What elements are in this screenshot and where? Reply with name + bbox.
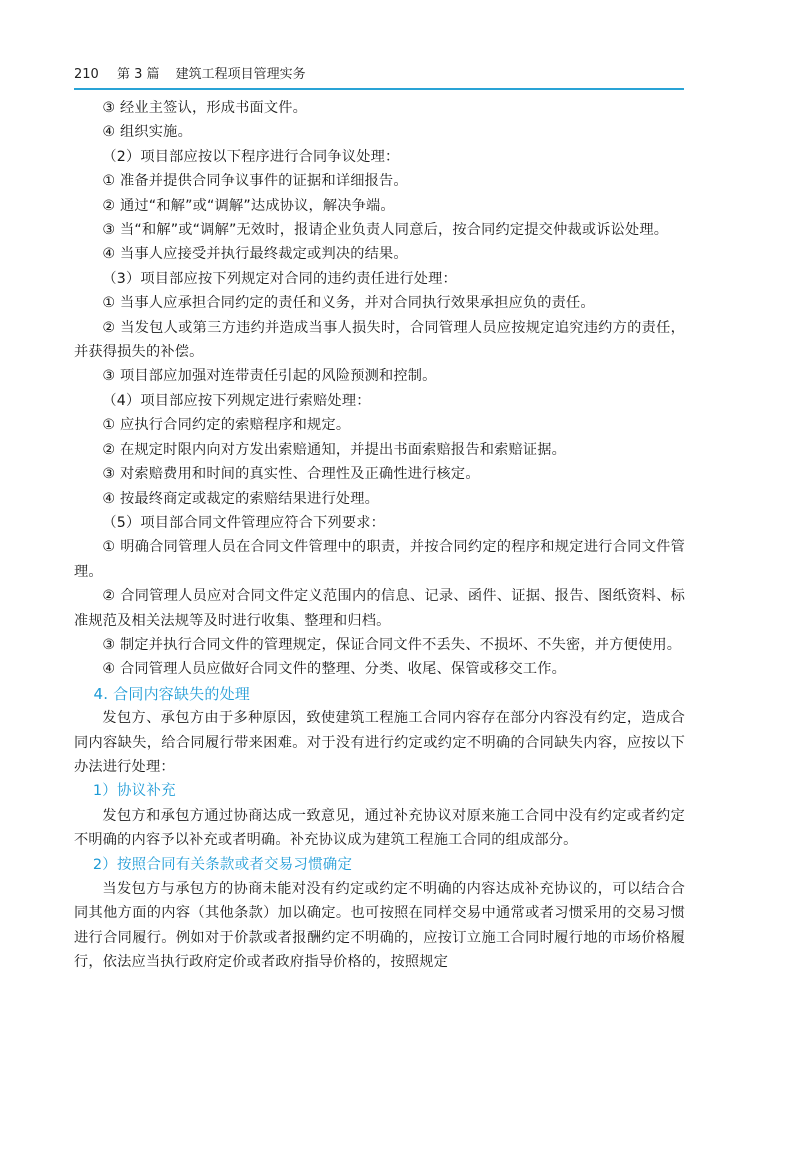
paragraph: ② 合同管理人员应对合同文件定义范围内的信息、记录、函件、证据、报告、图纸资料、标准规范及相关法规等及时进行收集、整理和归档。 <box>74 588 685 629</box>
paragraph: ① 明确合同管理人员在合同文件管理中的职责，并按合同约定的程序和规定进行合同文件管理。 <box>74 539 685 580</box>
subsection-heading: 1）协议补充 <box>92 783 176 800</box>
paragraph: ① 当事人应承担合同约定的责任和义务，并对合同执行效果承担应负的责任。 <box>102 295 595 312</box>
paragraph: ③ 项目部应加强对连带责任引起的风险预测和控制。 <box>102 368 437 385</box>
subsection-text: 当发包方与承包方的协商未能对没有约定或约定不明确的内容达成补充协议的，可以结合合同其他方面的内容（其他条款）加以确定。也可按照在同样交易中通常或者习惯采用的交易习惯进行合同履行。例如对于价款或者报酬约定不明确的，应按订立施工合同时履行地的市场价格履行，依法应当执行政府定价或者政府指导价格的，按照规定 <box>74 881 685 971</box>
paragraph: ④ 合同管理人员应做好合同文件的整理、分类、收尾、保管或移交工作。 <box>102 661 567 678</box>
subsection-heading: 2）按照合同有关条款或者交易习惯确定 <box>92 856 353 873</box>
paragraph: ② 当发包人或第三方违约并造成当事人损失时，合同管理人员应按规定追究违约方的责任，并获得损失的补偿。 <box>74 319 685 361</box>
page-number: 210 <box>74 67 99 82</box>
paragraph: ④ 组织实施。 <box>102 124 192 141</box>
subsection-text: 发包方和承包方通过协商达成一致意见，通过补充协议对原来施工合同中没有约定或者约定不明确的内容予以补充或者明确。补充协议成为建筑工程施工合同的组成部分。 <box>74 807 685 849</box>
section-intro: 发包方、承包方由于多种原因，致使建筑工程施工合同内容存在部分内容没有约定，造成合同内容缺失，给合同履行带来困难。对于没有进行约定或约定不明确的合同缺失内容，应按以下办法进行处理： <box>74 710 685 775</box>
paragraph: ③ 制定并执行合同文件的管理规定，保证合同文件不丢失、不损坏、不失密，并方便使用。 <box>102 636 682 653</box>
running-title: 建筑工程项目管理实务 <box>175 67 306 82</box>
paragraph: （5）项目部合同文件管理应符合下列要求： <box>102 514 385 531</box>
paragraph: ③ 经业主签认，形成书面文件。 <box>102 100 308 116</box>
section-heading: 4. 合同内容缺失的处理 <box>93 684 250 703</box>
paragraph: ② 在规定时限内向对方发出索赔通知，并提出书面索赔报告和索赔证据。 <box>102 441 567 458</box>
paragraph: ② 通过“和解”或“调解”达成协议，解决争端。 <box>102 197 395 214</box>
page-header <box>74 62 684 90</box>
paragraph: （2）项目部应按以下程序进行合同争议处理： <box>102 148 400 165</box>
paragraph: ③ 当“和解”或“调解”无效时，报请企业负责人同意后，按合同约定提交仲裁或诉讼处理。 <box>102 222 669 239</box>
paragraph: ① 准备并提供合同争议事件的证据和详细报告。 <box>102 173 408 190</box>
paragraph: ④ 当事人应接受并执行最终裁定或判决的结果。 <box>102 246 408 263</box>
page-body <box>74 96 685 975</box>
paragraph: ③ 对索赔费用和时间的真实性、合理性及正确性进行核定。 <box>102 466 480 483</box>
paragraph: ① 应执行合同约定的索赔程序和规定。 <box>102 417 351 434</box>
paragraph: ④ 按最终商定或裁定的索赔结果进行处理。 <box>102 490 379 507</box>
paragraph: （4）项目部应按下列规定进行索赔处理： <box>102 392 371 409</box>
paragraph: （3）项目部应按下列规定对合同的违约责任进行处理： <box>102 270 457 287</box>
part-label: 第 3 篇 <box>116 67 160 82</box>
